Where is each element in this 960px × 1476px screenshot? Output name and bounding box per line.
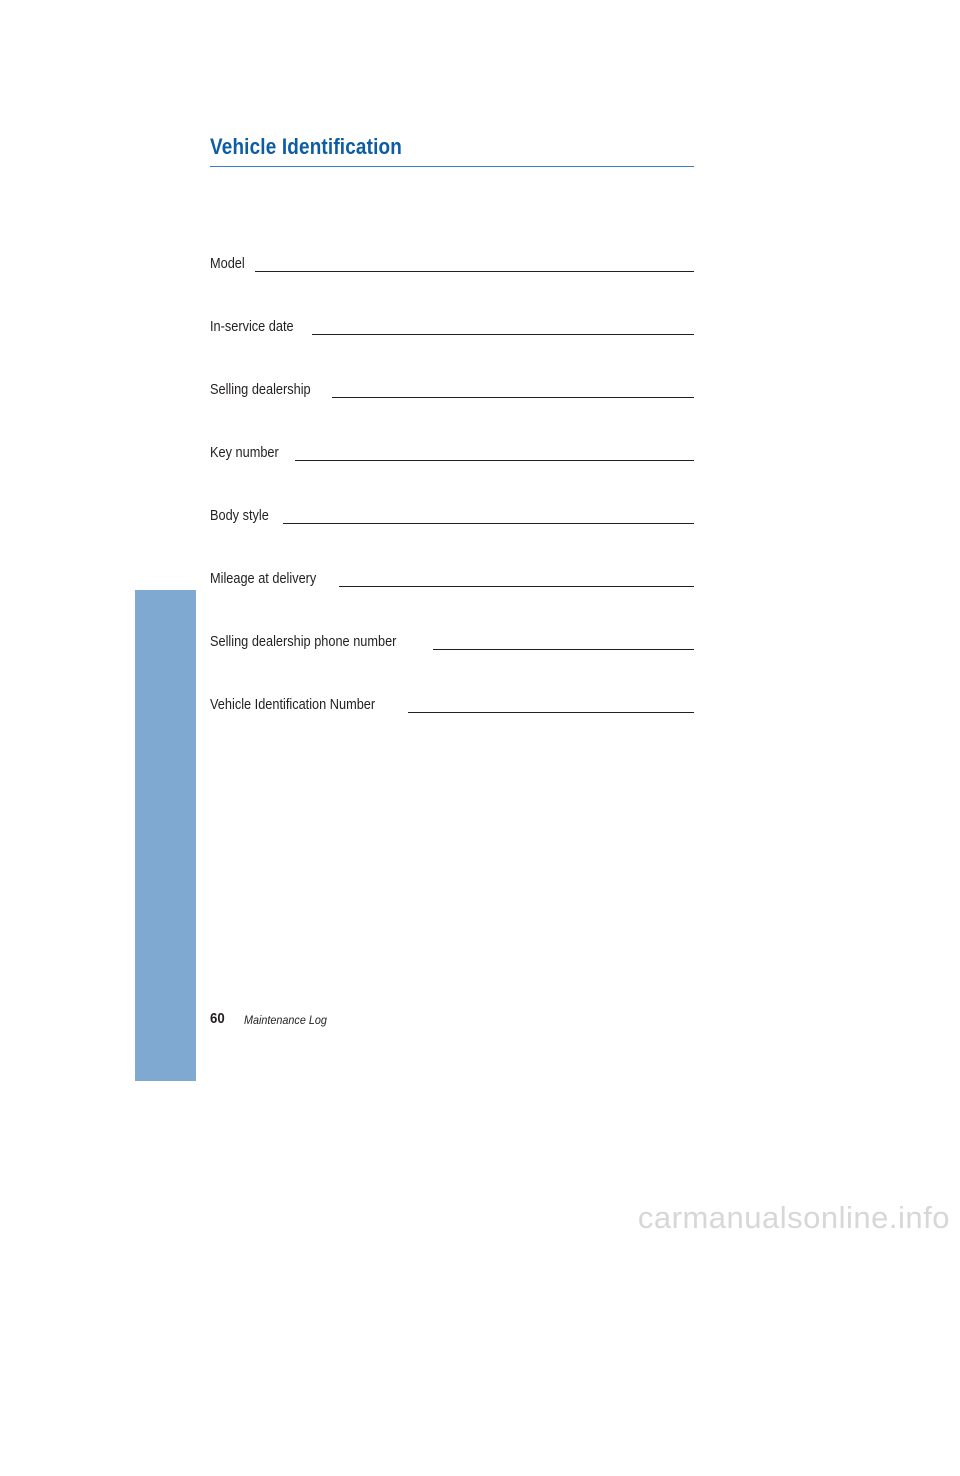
mileage-at-delivery-label: Mileage at delivery xyxy=(210,570,317,587)
section-side-tab xyxy=(135,590,196,1476)
body-style-label: Body style xyxy=(210,507,269,524)
vin-label: Vehicle Identification Number xyxy=(210,696,376,713)
vin-field xyxy=(210,691,694,715)
key-number-field xyxy=(210,439,694,463)
key-number-label: Key number xyxy=(210,444,279,461)
model-blank-line[interactable] xyxy=(255,271,694,272)
in-service-date-label: In-service date xyxy=(210,318,294,335)
mileage-at-delivery-field xyxy=(210,565,694,589)
title-divider xyxy=(210,166,694,167)
dealership-phone-blank-line[interactable] xyxy=(433,649,694,650)
page-title: Vehicle Identification xyxy=(210,134,402,159)
watermark: carmanualsonline.info xyxy=(637,1200,950,1235)
dealership-phone-label: Selling dealership phone number xyxy=(210,633,397,650)
model-field xyxy=(210,250,694,274)
section-name: Maintenance Log xyxy=(244,1013,327,1027)
body-style-field xyxy=(210,502,694,526)
page-number: 60 xyxy=(210,1010,225,1027)
in-service-date-blank-line[interactable] xyxy=(312,334,694,335)
body-style-blank-line[interactable] xyxy=(283,523,694,524)
vin-blank-line[interactable] xyxy=(408,712,694,713)
vehicle-identification-form xyxy=(210,250,694,754)
model-label: Model xyxy=(210,255,245,272)
dealership-phone-field xyxy=(210,628,694,652)
mileage-at-delivery-blank-line[interactable] xyxy=(339,586,694,587)
selling-dealership-blank-line[interactable] xyxy=(332,397,694,398)
side-tab-label: MAINTENANCE xyxy=(156,1359,174,1476)
in-service-date-field xyxy=(210,313,694,337)
selling-dealership-label: Selling dealership xyxy=(210,381,311,398)
key-number-blank-line[interactable] xyxy=(295,460,694,461)
selling-dealership-field xyxy=(210,376,694,400)
